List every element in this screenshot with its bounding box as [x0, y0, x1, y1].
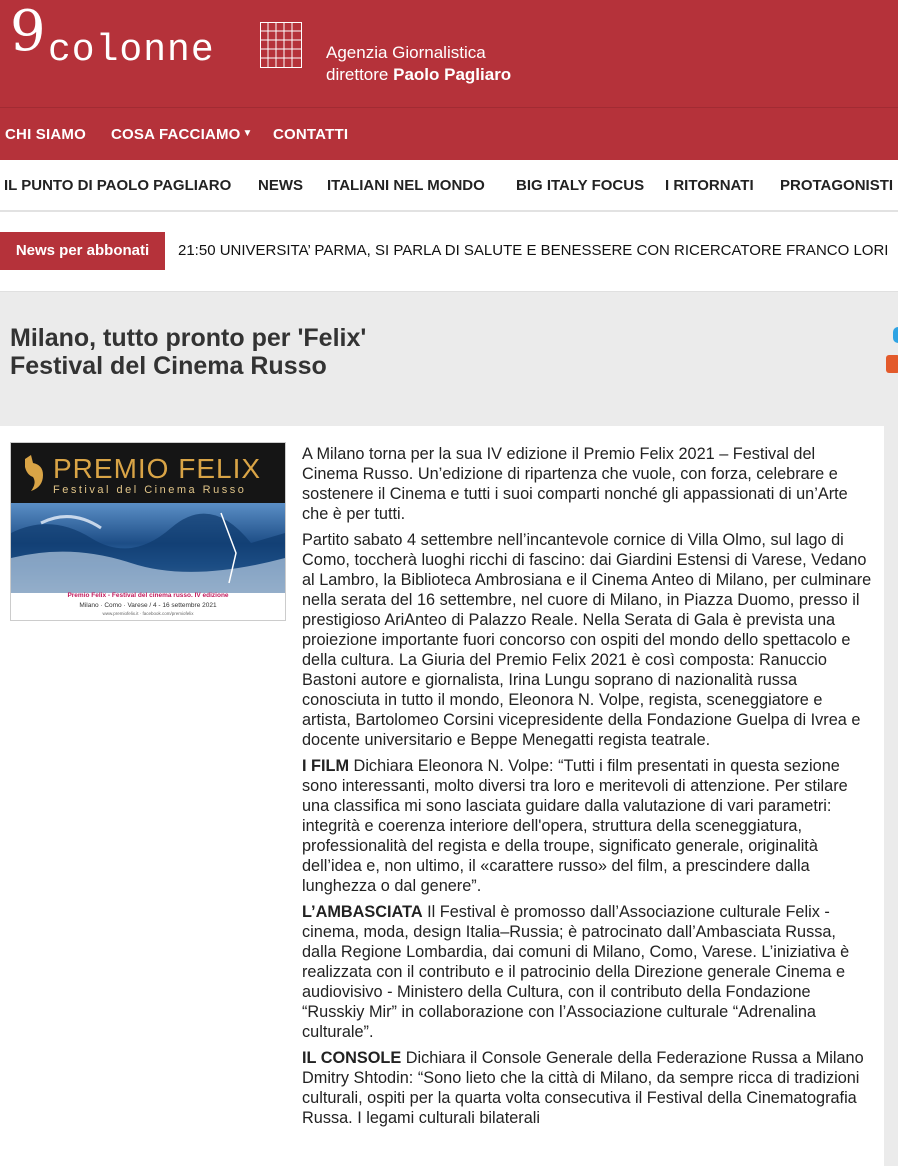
paragraph-4-heading: L’AMBASCIATA — [302, 903, 423, 921]
image-title: PREMIO FELIX — [53, 453, 262, 484]
article-paragraph-3 — [302, 756, 872, 896]
paragraph-3-heading: I FILM — [302, 757, 350, 775]
agency-title: Agenzia Giornalistica — [326, 43, 486, 62]
article-paragraph-2: Partito sabato 4 settembre nell’incantevole cornice di Villa Olmo, sul lago di Como, toccherà luoghi ricchi di fascino: dai Giardini Estensi di Varese, Vedano al Lambro, la Biblioteca Ambrosiana e il Cinema Anteo di Milano, per culminare nella serata del 16 settembre, nel cuore di Milano, in Piazza Duomo, presso il prestigioso AriAnteo di Palazzo Reale. Nella Serata di Gala è prevista una proiezione importante fuori concorso con ospiti del mondo dello spettacolo e della cultura. La Giuria del Premio Felix 2021 è così composta: Ranuccio Bastoni autore e giornalista, Irina Lungu soprano di nazionalità russa conosciuta in tutto il mondo, Eleonora N. Volpe, regista, sceneggiatore e artista, Bartolomeo Corsini vicepresidente della Fondazione Guelpa di Ivrea e docente universitario e Beppe Menegatti regista teatrale. — [302, 531, 872, 749]
site-logo[interactable] — [10, 0, 302, 80]
menu-chi-siamo[interactable]: CHI SIAMO — [5, 126, 86, 143]
agency-director-line — [326, 64, 511, 86]
category-news[interactable]: NEWS — [258, 177, 303, 194]
logo-word: colonne — [48, 29, 215, 72]
painting-art — [11, 503, 285, 593]
image-subtitle: Festival del Cinema Russo — [53, 484, 247, 496]
article-title-zone — [0, 291, 898, 427]
article-text — [302, 444, 872, 1134]
article-paragraph-4 — [302, 902, 872, 1042]
image-banner — [11, 443, 285, 503]
menu-cosa-facciamo-label: COSA FACCIAMO — [111, 126, 241, 143]
paragraph-5-text: Dichiara il Console Generale della Federazione Russa a Milano Dmitry Shtodin: “Sono lieto che la città di Milano, da sempre ricca di tradizioni culturali, ospiti per la quarta volta consecutiva il Festival della Cinematografia Russa. I legami culturali bilaterali — [302, 1049, 864, 1127]
ticker-headline[interactable]: 21:50 UNIVERSITA’ PARMA, SI PARLA DI SALUTE E BENESSERE CON RICERCATORE FRANCO LORI — [178, 242, 889, 259]
category-big-italy-focus[interactable]: BIG ITALY FOCUS — [516, 177, 645, 194]
agency-director-prefix: direttore — [326, 65, 389, 84]
right-gutter — [884, 426, 898, 1166]
twitter-share-icon[interactable] — [893, 327, 898, 343]
paragraph-4-text: Il Festival è promosso dall’Associazione culturale Felix - cinema, moda, design Italia–Russia; è patrocinato dall’Ambasciata Russa, dalla Regione Lombardia, dai comuni di Milano, Como, Varese. L’iniziativa è realizzata con il contributo e il patrocinio della Direzione generale Cinema e audiovisivo - Ministero della Cultura, con il contributo della Fondazione “Russkiy Mir” in collaborazione con l’Associazione culturale “Adrenalina culturale”. — [302, 903, 850, 1041]
chevron-down-icon: ▼ — [242, 128, 253, 139]
category-i-ritornati[interactable]: I RITORNATI — [665, 177, 754, 194]
ticker-label[interactable]: News per abbonati — [0, 232, 165, 270]
site-header — [0, 0, 898, 107]
category-il-punto[interactable]: IL PUNTO DI PAOLO PAGLIARO — [4, 177, 232, 194]
main-menu — [0, 107, 898, 161]
image-caption-dates: Milano · Como · Varese / 4 - 16 settembre 2021 — [79, 602, 217, 609]
article-paragraph-1: A Milano torna per la sua IV edizione il Premio Felix 2021 – Festival del Cinema Russo. Un’edizione di ripartenza che vuole, con forza, celebrare e sostenere il Cinema e tutti i suoi comparti nonché gli appassionati di un’Arte che è per tutti. — [302, 445, 848, 523]
image-painting — [11, 503, 285, 593]
article-paragraph-5 — [302, 1048, 872, 1128]
menu-contatti[interactable]: CONTATTI — [273, 126, 349, 143]
category-protagonisti[interactable]: PROTAGONISTI — [780, 177, 894, 194]
logo-grid-icon — [260, 22, 302, 68]
share-icon[interactable] — [886, 355, 898, 373]
menu-cosa-facciamo[interactable] — [111, 126, 253, 143]
category-italiani-nel-mondo[interactable]: ITALIANI NEL MONDO — [327, 177, 485, 194]
paragraph-5-heading: IL CONSOLE — [302, 1049, 402, 1067]
agency-info — [326, 42, 511, 86]
article-image[interactable] — [10, 442, 286, 621]
image-caption-web: www.premiofelix.it · facebook.com/premiofelix — [102, 611, 194, 616]
news-ticker — [0, 232, 898, 270]
paragraph-3-text: Dichiara Eleonora N. Volpe: “Tutti i film presentati in questa sezione sono interessanti, molto diversi tra loro e meritevoli di attenzione. Per stilare una classifica mi sono lasciata guidare dalla valutazione di vari parametri: integrità e coerenza interiore dell'opera, struttura della sceneggiatura, professionalità del regista e della troupe, significato generale, originalità dell’idea e, non ultimo, il «carattere russo» del film, a prescindere dalla lunghezza o dal genere”. — [302, 757, 848, 895]
image-caption-title: Premio Felix - Festival del cinema russo. IV edizione — [67, 592, 229, 599]
agency-director-name: Paolo Pagliaro — [393, 65, 512, 84]
felix-cat-logo-icon — [21, 453, 49, 493]
logo-number: 9 — [10, 0, 46, 64]
article-title: Milano, tutto pronto per 'Felix' Festival del Cinema Russo — [10, 324, 367, 380]
category-nav — [0, 160, 898, 212]
